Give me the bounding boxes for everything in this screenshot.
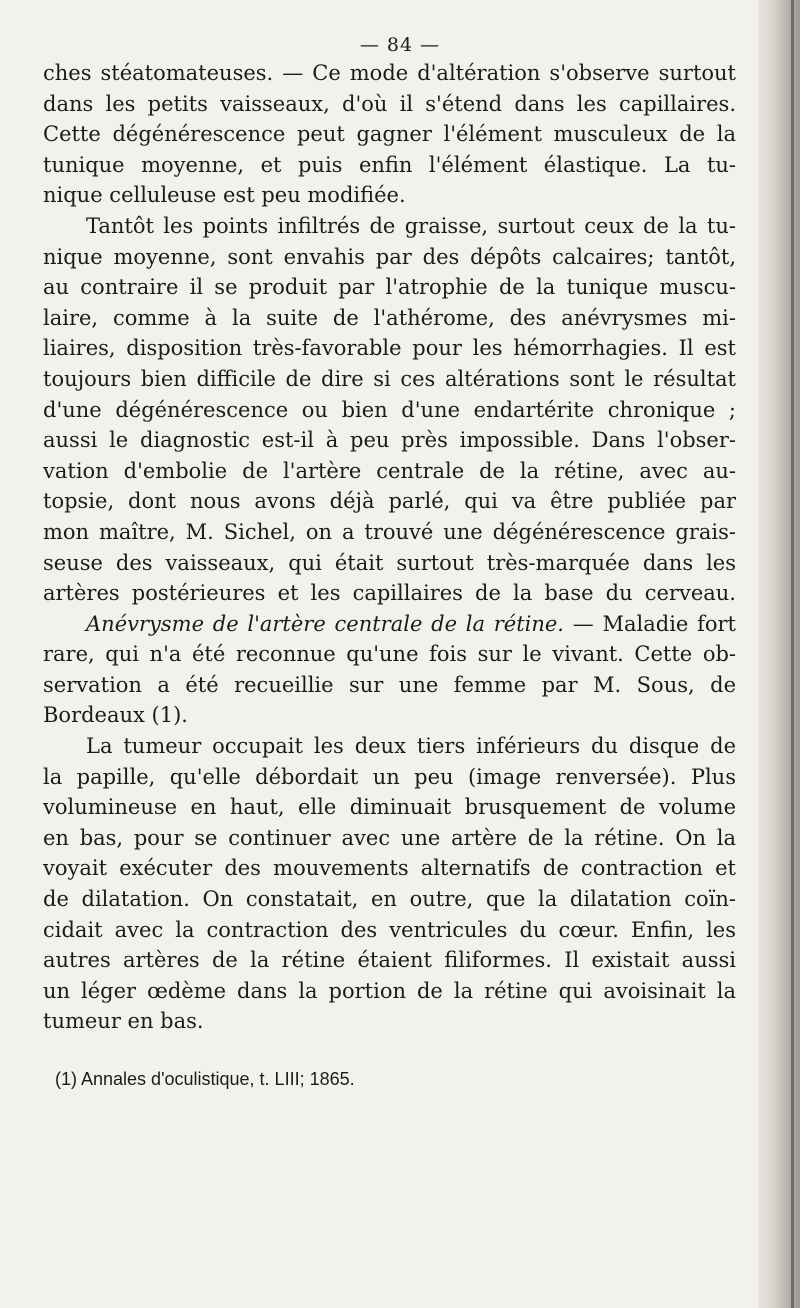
page-number: — 84 — — [359, 34, 441, 56]
text-line: nique celluleuse est peu modifiée. — [43, 183, 406, 208]
text-line: aussi le diagnostic est-il à peu près impossible. Dans l'obser- — [43, 428, 736, 453]
section-heading-line — [43, 609, 736, 640]
text-line: topsie, dont nous avons déjà parlé, qui va être publiée par — [43, 489, 736, 514]
text-line: servation a été recueillie sur une femme par M. Sous, de — [43, 672, 736, 697]
text-line: d'une dégénérescence ou bien d'une endartérite chronique ; — [43, 397, 736, 422]
text-line: tunique moyenne, et puis enfin l'élément élastique. La tu- — [43, 152, 736, 177]
text-line: Cette dégénérescence peut gagner l'élément musculeux de la — [43, 122, 736, 147]
text-line: voyait exécuter des mouvements alternatifs de contraction et — [43, 856, 736, 881]
section-heading: Anévrysme de l'artère centrale de la rétine. — [86, 611, 564, 636]
text-line: la papille, qu'elle débordait un peu (image renversée). Plus — [43, 764, 736, 789]
footnote: (1) Annales d'oculistique, t. LIII; 1865. — [55, 1069, 355, 1089]
text-line: un léger œdème dans la portion de la rétine qui avoisinait la — [43, 978, 736, 1003]
text-line: de dilatation. On constatait, en outre, que la dilatation coïn- — [43, 887, 736, 912]
text-line: nique moyenne, sont envahis par des dépôts calcaires; tantôt, — [43, 244, 736, 269]
text-line: vation d'embolie de l'artère centrale de la rétine, avec au- — [43, 458, 736, 483]
text-line: La tumeur occupait les deux tiers inférieurs du disque de — [86, 734, 736, 759]
text-line: autres artères de la rétine étaient filiformes. Il existait aussi — [43, 948, 736, 973]
text-line: toujours bien difficile de dire si ces altérations sont le résultat — [43, 366, 736, 391]
text-line: au contraire il se produit par l'atrophie de la tunique muscu- — [43, 275, 736, 300]
text-line: laire, comme à la suite de l'athérome, des anévrysmes mi- — [43, 305, 736, 330]
section-heading-rest: — Maladie fort — [564, 611, 736, 636]
text-line: rare, qui n'a été reconnue qu'une fois sur le vivant. Cette ob- — [43, 642, 736, 667]
text-line: liaires, disposition très-favorable pour les hémorrhagies. Il est — [43, 336, 736, 361]
text-line: volumineuse en haut, elle diminuait brusquement de volume — [43, 795, 736, 820]
text-line: ches stéatomateuses. — Ce mode d'altération s'observe surtout — [43, 61, 736, 85]
text-line: artères postérieures et les capillaires de la base du cerveau. — [43, 581, 736, 606]
text-line: cidait avec la contraction des ventricules du cœur. Enfin, les — [43, 917, 736, 942]
text-line: dans les petits vaisseaux, d'où il s'étend dans les capillaires. — [43, 91, 736, 116]
body-text — [43, 58, 736, 1037]
text-line: mon maître, M. Sichel, on a trouvé une dégénérescence grais- — [43, 519, 736, 544]
text-line: en bas, pour se continuer avec une artère de la rétine. On la — [43, 825, 736, 850]
page-edge-shadow — [791, 0, 794, 1308]
text-line: tumeur en bas. — [43, 1009, 204, 1034]
text-line: Bordeaux (1). — [43, 703, 188, 728]
text-line: seuse des vaisseaux, qui était surtout très-marquée dans les — [43, 550, 736, 575]
text-line: Tantôt les points infiltrés de graisse, surtout ceux de la tu- — [86, 213, 736, 238]
